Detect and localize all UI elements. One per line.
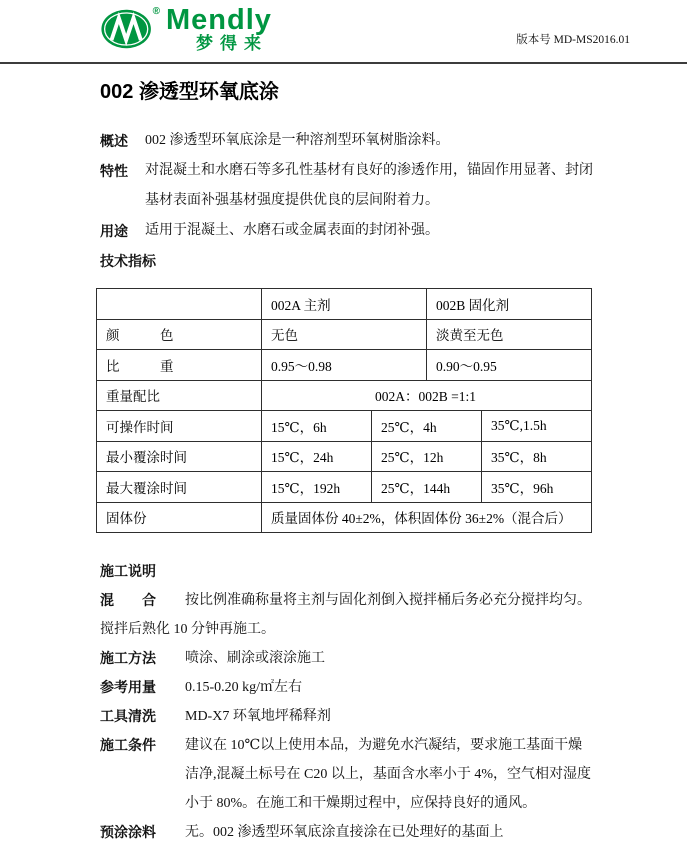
dosage-row bbox=[100, 673, 620, 702]
min-recoat-35c: 35℃，8h bbox=[482, 441, 592, 472]
table-row-gravity bbox=[97, 350, 592, 381]
pot-life-25c: 25℃，4h bbox=[372, 411, 482, 442]
pot-life-label: 可操作时间 bbox=[97, 411, 262, 442]
conditions-row bbox=[100, 731, 620, 818]
gravity-label: 比 重 bbox=[97, 350, 262, 381]
conditions-text bbox=[185, 731, 591, 818]
gravity-value-b: 0.90～0.95 bbox=[427, 350, 592, 381]
construction-section bbox=[100, 557, 620, 847]
usage-label: 用途 bbox=[100, 223, 128, 239]
color-label: 颜 色 bbox=[97, 319, 262, 350]
precoat-text: 无。002 渗透型环氧底涂直接涂在已处理好的基面上 bbox=[185, 825, 504, 840]
dosage-text: 0.15-0.20 kg/㎡左右 bbox=[185, 680, 303, 695]
usage-text: 适用于混凝土、水磨石或金属表面的封闭补强。 bbox=[145, 223, 439, 238]
table-row-color bbox=[97, 319, 592, 350]
pot-life-35c: 35℃,1.5h bbox=[482, 411, 592, 442]
precoat-row bbox=[100, 818, 620, 847]
header-empty-cell bbox=[97, 289, 262, 320]
method-row bbox=[100, 644, 620, 673]
color-value-a: 无色 bbox=[262, 319, 427, 350]
table-row-max-recoat bbox=[97, 472, 592, 503]
overview-label: 概述 bbox=[100, 133, 128, 149]
page-title: 002 渗透型环氧底涂 bbox=[100, 81, 279, 103]
max-recoat-35c: 35℃，96h bbox=[482, 472, 592, 503]
max-recoat-25c: 25℃，144h bbox=[372, 472, 482, 503]
cleaning-row bbox=[100, 702, 620, 731]
ratio-value: 002A：002B =1:1 bbox=[262, 380, 592, 411]
overview-row bbox=[100, 126, 610, 156]
cleaning-label: 工具清洗 bbox=[100, 708, 156, 724]
header-cell-002b: 002B 固化剂 bbox=[427, 289, 592, 320]
mixing-text: 按比例准确称量将主剂与固化剂倒入搅拌桶后务必充分搅拌均匀。 bbox=[185, 593, 591, 608]
min-recoat-25c: 25℃，12h bbox=[372, 441, 482, 472]
gravity-value-a: 0.95～0.98 bbox=[262, 350, 427, 381]
table-row-pot-life bbox=[97, 411, 592, 442]
max-recoat-15c: 15℃，192h bbox=[262, 472, 372, 503]
spec-table bbox=[96, 288, 592, 533]
mendly-logo-icon bbox=[100, 7, 162, 53]
conditions-line-3: 小于 80%。在施工和干燥期过程中，应保持良好的通风。 bbox=[185, 796, 537, 811]
cleaning-text: MD-X7 环氧地坪稀释剂 bbox=[185, 709, 331, 724]
method-text: 喷涂、刷涂或滚涂施工 bbox=[185, 651, 325, 666]
mixing-label: 混 合 bbox=[100, 592, 156, 608]
brand-name-chinese: 梦得来 bbox=[196, 34, 268, 53]
registered-trademark-icon: ® bbox=[152, 6, 160, 17]
intro-section bbox=[100, 126, 610, 276]
header-cell-002a: 002A 主剂 bbox=[262, 289, 427, 320]
solids-value: 质量固体份 40±2%，体积固体份 36±2%（混合后） bbox=[262, 502, 592, 533]
features-line-2: 基材表面补强基材强度提供优良的层间附着力。 bbox=[145, 193, 439, 208]
table-row-solids bbox=[97, 502, 592, 533]
features-label: 特性 bbox=[100, 163, 128, 179]
brand-text bbox=[166, 4, 272, 53]
table-row-ratio bbox=[97, 380, 592, 411]
max-recoat-label: 最大覆涂时间 bbox=[97, 472, 262, 503]
tech-spec-heading: 技术指标 bbox=[100, 253, 156, 269]
features-line-1: 对混凝土和水磨石等多孔性基材有良好的渗透作用，锚固作用显著、封闭 bbox=[145, 163, 593, 178]
min-recoat-15c: 15℃，24h bbox=[262, 441, 372, 472]
precoat-label: 预涂涂料 bbox=[100, 824, 156, 840]
mixing-text-continued: 搅拌后熟化 10 分钟再施工。 bbox=[100, 622, 275, 637]
overview-text: 002 渗透型环氧底涂是一种溶剂型环氧树脂涂料。 bbox=[145, 133, 450, 148]
brand-name-english: Mendly bbox=[166, 4, 272, 36]
conditions-line-1: 建议在 10℃以上使用本品，为避免水汽凝结，要求施工基面干燥 bbox=[185, 738, 583, 753]
table-row-min-recoat bbox=[97, 441, 592, 472]
conditions-label: 施工条件 bbox=[100, 737, 156, 753]
color-value-b: 淡黄至无色 bbox=[427, 319, 592, 350]
method-label: 施工方法 bbox=[100, 650, 156, 666]
logo-ellipse-mark bbox=[100, 7, 156, 51]
page-header bbox=[0, 0, 687, 64]
mixing-row bbox=[100, 586, 620, 615]
version-number: 版本号 MD-MS2016.01 bbox=[516, 34, 630, 46]
solids-label: 固体份 bbox=[97, 502, 262, 533]
features-row bbox=[100, 156, 610, 216]
ratio-label: 重量配比 bbox=[97, 380, 262, 411]
usage-row bbox=[100, 216, 610, 246]
pot-life-15c: 15℃，6h bbox=[262, 411, 372, 442]
brand-logo bbox=[100, 4, 272, 53]
construction-heading: 施工说明 bbox=[100, 563, 156, 579]
table-row-header bbox=[97, 289, 592, 320]
min-recoat-label: 最小覆涂时间 bbox=[97, 441, 262, 472]
dosage-label: 参考用量 bbox=[100, 679, 156, 695]
features-text bbox=[145, 156, 593, 216]
conditions-line-2: 洁净,混凝土标号在 C20 以上，基面含水率小于 4%，空气相对湿度 bbox=[185, 767, 591, 782]
